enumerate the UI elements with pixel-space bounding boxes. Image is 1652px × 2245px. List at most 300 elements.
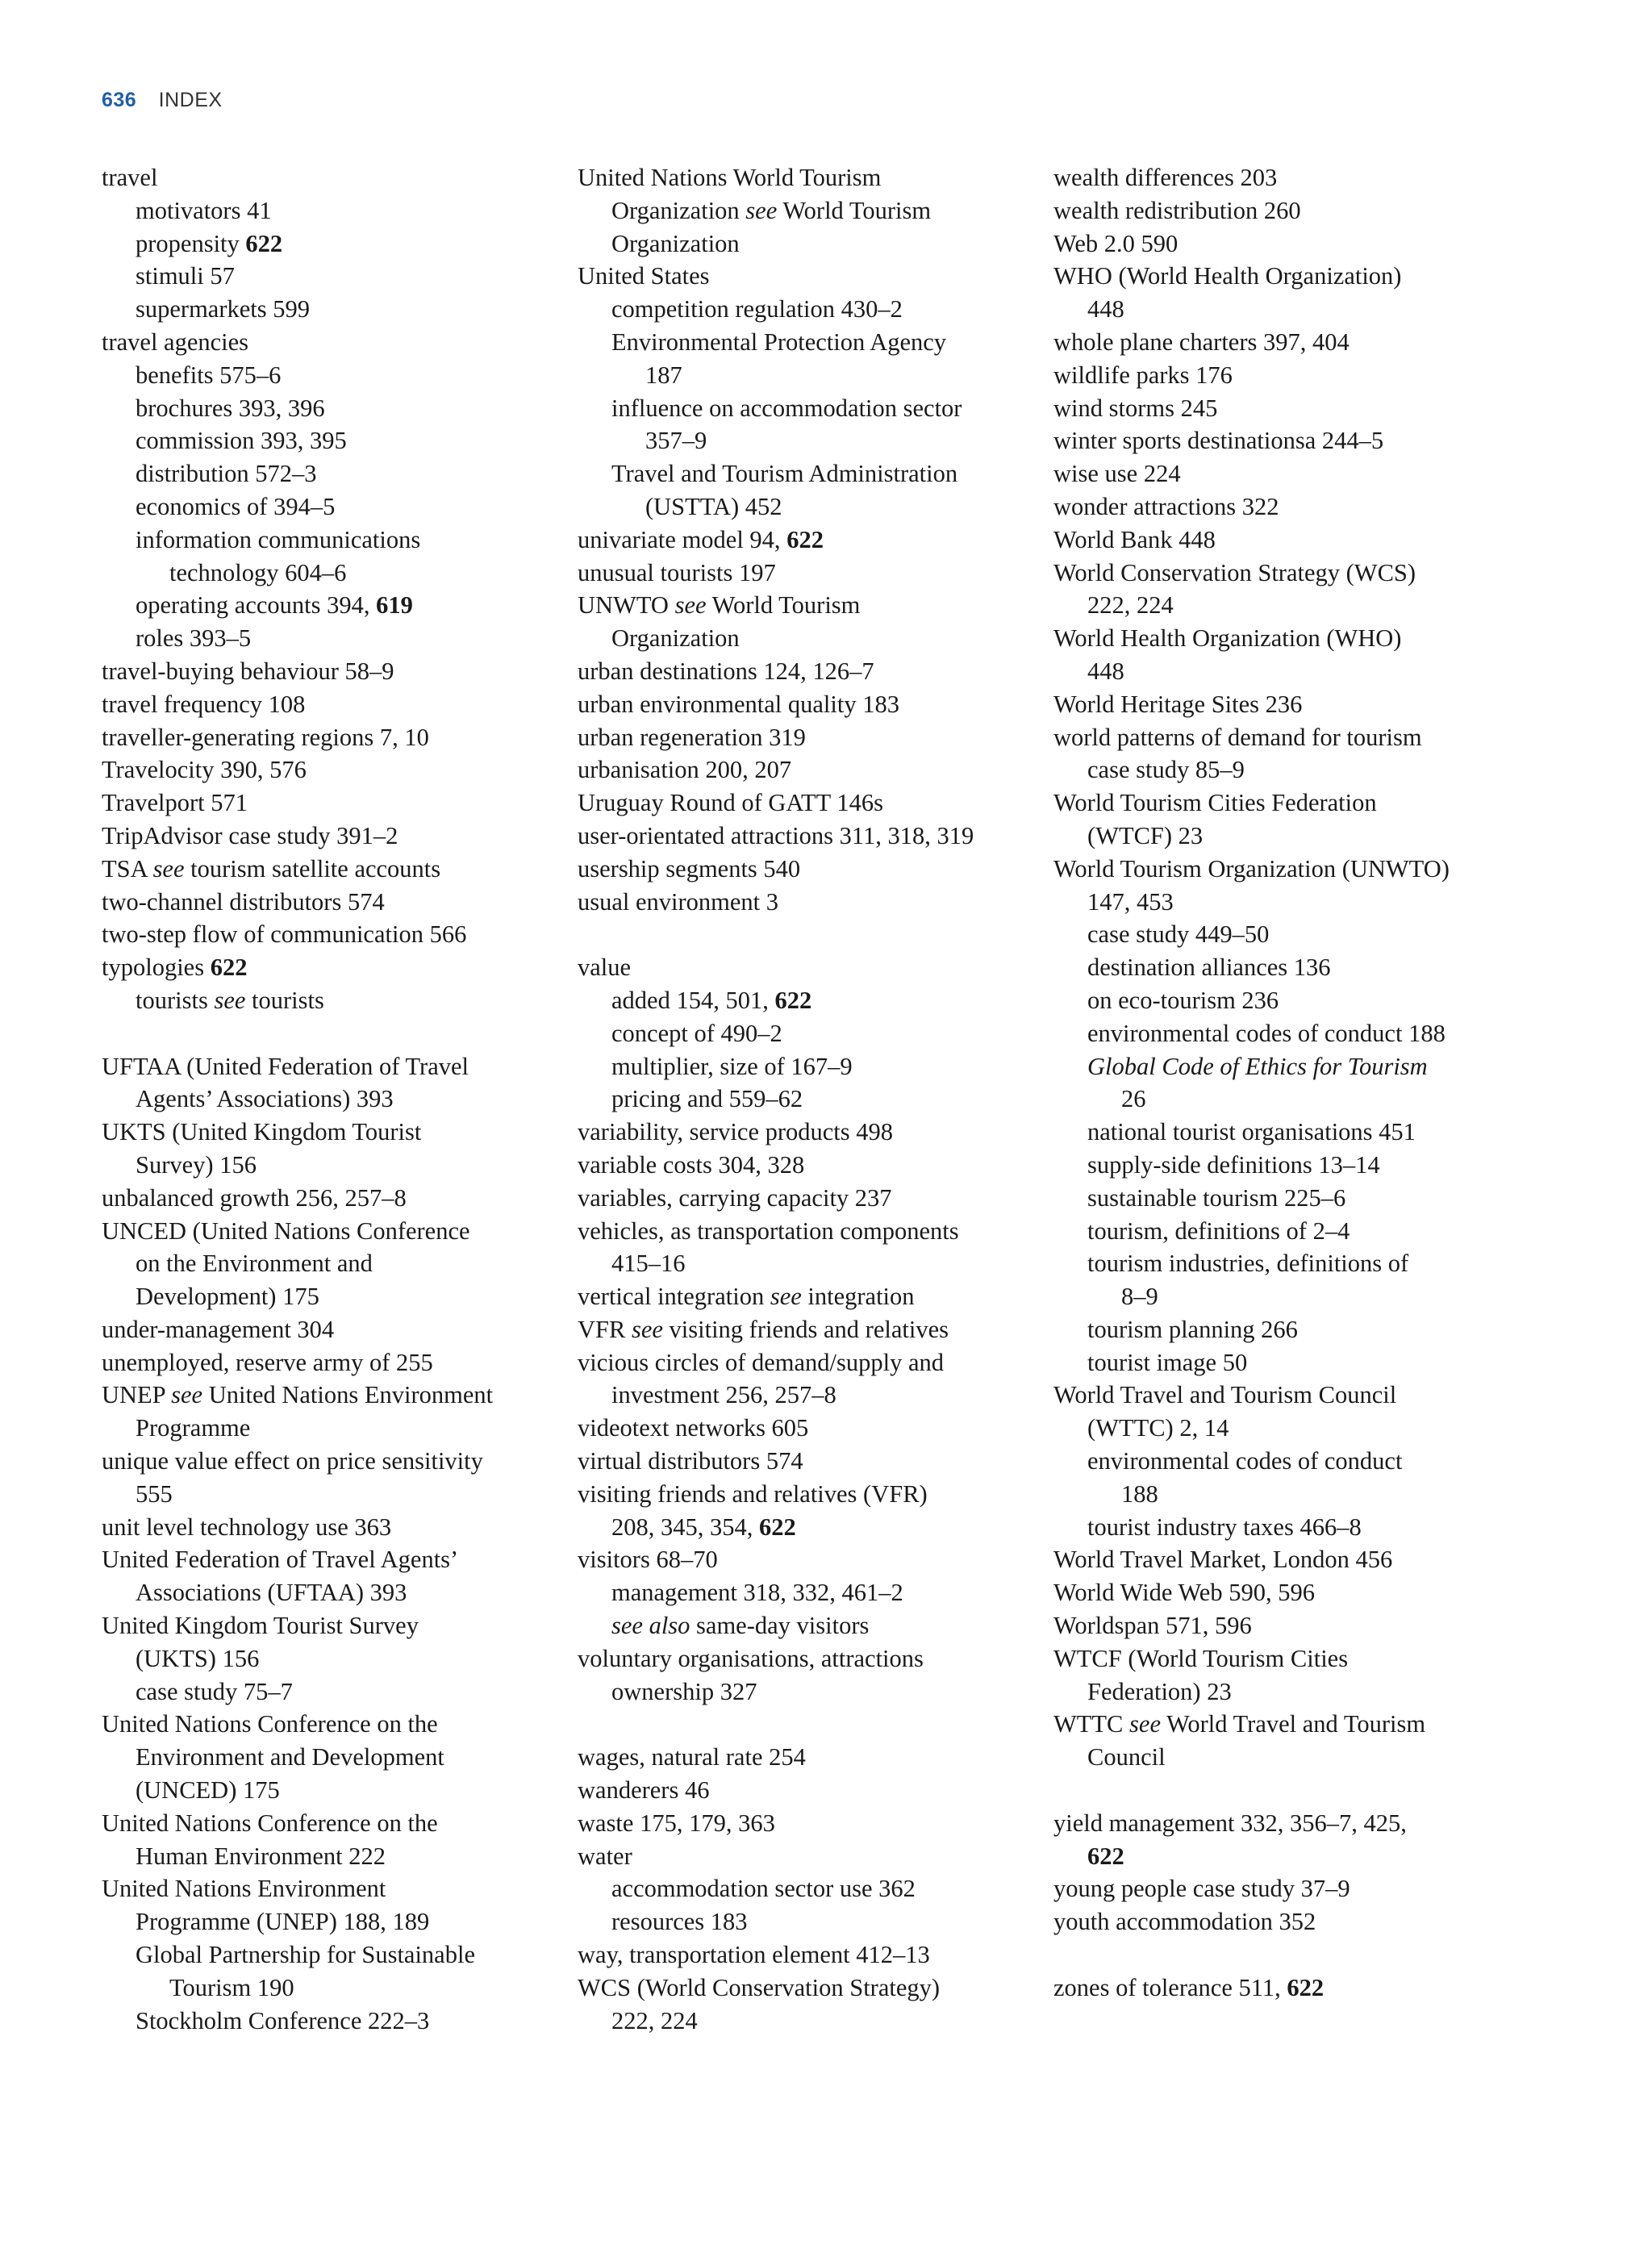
entry-text: wealth differences 203 — [1053, 164, 1278, 191]
entry-text: (USTTA) 452 — [645, 492, 782, 520]
index-subentry — [578, 392, 1029, 425]
index-entry — [102, 1346, 553, 1379]
entry-text: TSA — [102, 854, 153, 883]
entry-text: UFTAA (United Federation of Travel — [102, 1052, 469, 1080]
entry-text: same-day visitors — [690, 1612, 870, 1640]
entry-text: young people case study 37–9 — [1053, 1875, 1350, 1903]
entry-text: urbanisation 200, 207 — [578, 756, 792, 784]
entry-text: tourists — [245, 986, 324, 1014]
index-entry — [102, 1543, 553, 1576]
index-entry-continuation — [102, 1905, 553, 1938]
entry-text: commission 393, 395 — [136, 427, 347, 455]
index-subentry — [102, 424, 553, 457]
index-entry — [1053, 1642, 1570, 1675]
entry-text: user-orientated attractions 311, 318, 319 — [578, 821, 974, 849]
index-entry — [578, 853, 1029, 886]
index-entry-continuation — [578, 227, 1029, 261]
index-entry — [578, 1346, 1029, 1379]
entry-text: unemployed, reserve army of 255 — [102, 1348, 433, 1376]
entry-text: influence on accommodation sector — [611, 394, 962, 422]
entry-text: 188 — [1121, 1479, 1158, 1508]
bold-page-ref: 622 — [210, 953, 248, 982]
index-entry — [1053, 524, 1570, 557]
entry-text: Global Partnership for Sustainable — [136, 1941, 475, 1969]
entry-text: WTTC — [1053, 1710, 1130, 1738]
entry-text: World Tourism — [706, 591, 861, 620]
entry-text: Development) 175 — [136, 1283, 319, 1311]
entry-text: concept of 490–2 — [611, 1019, 782, 1047]
index-entry — [102, 753, 553, 787]
index-subentry — [1053, 1313, 1570, 1346]
index-subentry — [102, 984, 553, 1017]
index-subentry — [578, 1609, 1029, 1642]
index-entry-continuation — [102, 1774, 553, 1807]
entry-text: Council — [1087, 1743, 1166, 1771]
entry-text: urban environmental quality 183 — [578, 690, 899, 718]
index-entry — [578, 1280, 1029, 1313]
index-entry — [1053, 787, 1570, 820]
index-entry — [1053, 424, 1570, 457]
index-entry-continuation — [1053, 655, 1570, 688]
index-subentry — [1053, 984, 1570, 1017]
index-entry — [578, 1215, 1029, 1248]
entry-text: tourist image 50 — [1087, 1348, 1248, 1376]
index-subentry — [102, 359, 553, 392]
index-entry — [578, 1445, 1029, 1478]
index-subentry — [578, 293, 1029, 326]
index-entry — [578, 1807, 1029, 1840]
index-entry — [1053, 260, 1570, 293]
entry-text: United Federation of Travel Agents’ — [102, 1546, 459, 1574]
index-entry-continuation — [102, 1412, 553, 1445]
italic-text: see — [631, 1315, 663, 1343]
index-entry — [578, 1741, 1029, 1774]
entry-text: economics of 394–5 — [136, 492, 336, 520]
index-entry-continuation — [578, 194, 1029, 227]
entry-text: World Tourism Organization (UNWTO) — [1053, 854, 1450, 883]
index-entry — [578, 1412, 1029, 1445]
index-entry — [578, 1149, 1029, 1182]
entry-text: roles 393–5 — [136, 624, 252, 653]
index-entry-continuation — [102, 1149, 553, 1182]
entry-text: (UNCED) 175 — [136, 1776, 280, 1805]
entry-text: Associations (UFTAA) 393 — [136, 1579, 407, 1607]
entry-text: world patterns of demand for tourism — [1053, 723, 1422, 751]
entry-text: added 154, 501, — [611, 986, 775, 1014]
index-entry — [102, 1182, 553, 1215]
entry-text: information communications — [136, 525, 421, 553]
index-entry — [578, 589, 1029, 622]
entry-text: Organization — [611, 624, 740, 653]
entry-text: 208, 345, 354, — [611, 1513, 759, 1541]
index-entry — [102, 853, 553, 886]
index-entry-continuation — [102, 1478, 553, 1511]
index-entry-continuation — [578, 359, 1029, 392]
index-column-2 — [578, 161, 1029, 2037]
italic-text: see also — [611, 1612, 690, 1640]
entry-text: supermarkets 599 — [136, 295, 310, 323]
entry-text: case study 449–50 — [1087, 920, 1270, 949]
entry-text: unbalanced growth 256, 257–8 — [102, 1183, 407, 1212]
entry-text: World Wide Web 590, 596 — [1053, 1579, 1315, 1607]
index-entry — [578, 1972, 1029, 2005]
entry-text: UNWTO — [578, 591, 675, 620]
index-entry — [578, 688, 1029, 721]
index-entry — [102, 1050, 553, 1083]
entry-text: 147, 453 — [1087, 887, 1174, 916]
entry-text: Programme — [136, 1414, 251, 1442]
entry-text: two-step flow of communication 566 — [102, 920, 467, 949]
index-entry-continuation — [102, 1247, 553, 1280]
entry-text: 8–9 — [1121, 1283, 1158, 1311]
entry-text: investment 256, 257–8 — [611, 1381, 836, 1409]
bold-page-ref: 622 — [774, 986, 812, 1014]
bold-page-ref: 622 — [1287, 1973, 1325, 2001]
entry-text: multiplier, size of 167–9 — [611, 1052, 853, 1080]
entry-text: Travelocity 390, 576 — [102, 756, 307, 784]
entry-text: travel-buying behaviour 58–9 — [102, 657, 394, 685]
bold-page-ref: 622 — [786, 525, 824, 553]
entry-text: zones of tolerance 511, — [1053, 1973, 1287, 2001]
entry-text: wealth redistribution 260 — [1053, 196, 1301, 224]
entry-text: case study 85–9 — [1087, 756, 1245, 784]
index-entry — [1053, 721, 1570, 754]
entry-text: World Bank 448 — [1053, 525, 1216, 553]
index-entry — [1053, 392, 1570, 425]
entry-text: whole plane charters 397, 404 — [1053, 328, 1350, 356]
entry-text: on eco-tourism 236 — [1087, 986, 1279, 1014]
entry-text: accommodation sector use 362 — [611, 1875, 916, 1903]
entry-text: visiting friends and relatives (VFR) — [578, 1479, 928, 1508]
index-entry-continuation — [578, 1247, 1029, 1280]
index-subentry — [1053, 1083, 1570, 1116]
index-entry — [102, 1215, 553, 1248]
entry-text: wonder attractions 322 — [1053, 492, 1279, 520]
entry-text: ownership 327 — [611, 1677, 757, 1705]
index-spacer — [578, 1708, 1029, 1741]
entry-text: management 318, 332, 461–2 — [611, 1579, 903, 1607]
entry-text: vicious circles of demand/supply and — [578, 1348, 945, 1376]
index-subentry — [102, 490, 553, 524]
entry-text: wildlife parks 176 — [1053, 361, 1233, 389]
index-entry-continuation — [1053, 1741, 1570, 1774]
index-entry-continuation — [1053, 753, 1570, 787]
entry-text: 555 — [136, 1479, 173, 1508]
index-subentry — [578, 457, 1029, 490]
index-entry-continuation — [578, 1675, 1029, 1709]
index-entry — [578, 721, 1029, 754]
entry-text: under-management 304 — [102, 1315, 335, 1343]
entry-text: tourism industries, definitions of — [1087, 1250, 1409, 1278]
entry-text: yield management 332, 356–7, 425, — [1053, 1809, 1407, 1837]
entry-text: UNCED (United Nations Conference — [102, 1216, 470, 1245]
index-entry-continuation — [578, 1379, 1029, 1412]
page-header — [102, 89, 223, 112]
index-entry — [578, 1938, 1029, 1972]
entry-text: (WTTC) 2, 14 — [1087, 1414, 1229, 1442]
entry-text: variable costs 304, 328 — [578, 1150, 805, 1179]
entry-text: United Nations Environment — [202, 1381, 494, 1409]
index-entry — [578, 1478, 1029, 1511]
entry-text: United Nations Conference on the — [102, 1710, 438, 1738]
index-subentry — [1053, 1280, 1570, 1313]
index-entry-continuation — [102, 1280, 553, 1313]
entry-text: 448 — [1087, 657, 1124, 685]
entry-text: WCS (World Conservation Strategy) — [578, 1973, 941, 2001]
index-entry — [578, 260, 1029, 293]
entry-text: United Kingdom Tourist Survey — [102, 1612, 419, 1640]
index-subentry — [102, 524, 553, 557]
index-subentry — [102, 622, 553, 655]
entry-text: wanderers 46 — [578, 1776, 710, 1805]
index-entry — [1053, 227, 1570, 261]
entry-text: Tourism 190 — [169, 1973, 294, 2001]
entry-text: winter sports destinationsa 244–5 — [1053, 427, 1384, 455]
index-entry — [102, 820, 553, 853]
index-subentry — [1053, 1182, 1570, 1215]
entry-text: Programme (UNEP) 188, 189 — [136, 1908, 430, 1936]
entry-text: WTCF (World Tourism Cities — [1053, 1644, 1349, 1672]
index-subentry — [1053, 918, 1570, 951]
index-entry-continuation — [102, 1083, 553, 1116]
italic-text: see — [674, 591, 707, 620]
entry-text: way, transportation element 412–13 — [578, 1941, 930, 1969]
entry-text: distribution 572–3 — [136, 460, 317, 488]
index-entry — [102, 787, 553, 820]
entry-text: usual environment 3 — [578, 887, 779, 916]
index-entry — [102, 688, 553, 721]
index-entry — [1053, 1807, 1570, 1840]
entry-text: univariate model 94, — [578, 525, 787, 553]
index-spacer — [1053, 1774, 1570, 1807]
index-subentry — [102, 1972, 553, 2005]
index-entry — [578, 1840, 1029, 1873]
index-column-3 — [1053, 161, 1570, 2005]
index-entry — [1053, 1543, 1570, 1576]
entry-text: operating accounts 394, — [136, 591, 377, 620]
index-entry-continuation — [1053, 1675, 1570, 1709]
index-entry-continuation — [102, 1840, 553, 1873]
index-entry — [102, 1708, 553, 1741]
index-subentry — [1053, 1149, 1570, 1182]
index-entry — [578, 1182, 1029, 1215]
entry-text: variability, service products 498 — [578, 1118, 894, 1146]
entry-text: Survey) 156 — [136, 1150, 257, 1179]
index-entry-continuation — [102, 1576, 553, 1609]
entry-text: (UKTS) 156 — [136, 1644, 260, 1672]
entry-text: urban regeneration 319 — [578, 723, 806, 751]
entry-text: unique value effect on price sensitivity — [102, 1447, 483, 1475]
entry-text: supply-side definitions 13–14 — [1087, 1150, 1380, 1179]
index-subentry — [1053, 1445, 1570, 1478]
entry-text: videotext networks 605 — [578, 1414, 809, 1442]
index-subentry — [1053, 1017, 1570, 1050]
index-entry-continuation — [578, 622, 1029, 655]
entry-text: visitors 68–70 — [578, 1546, 718, 1574]
index-entry — [102, 1609, 553, 1642]
index-entry — [1053, 688, 1570, 721]
index-entry — [1053, 622, 1570, 655]
entry-text: variables, carrying capacity 237 — [578, 1183, 892, 1212]
index-entry — [578, 1543, 1029, 1576]
entry-text: Uruguay Round of GATT 146s — [578, 789, 883, 817]
entry-text: Agents’ Associations) 393 — [136, 1085, 394, 1113]
entry-text: 222, 224 — [611, 2006, 698, 2034]
entry-text: 415–16 — [611, 1250, 686, 1278]
entry-text: 187 — [645, 361, 682, 389]
entry-text: 448 — [1087, 295, 1124, 323]
entry-text: travel agencies — [102, 328, 249, 356]
entry-text: Stockholm Conference 222–3 — [136, 2006, 430, 2034]
index-entry — [1053, 1972, 1570, 2005]
index-subentry — [578, 1017, 1029, 1050]
index-subentry — [1053, 1478, 1570, 1511]
entry-text: on the Environment and — [136, 1250, 373, 1278]
index-subentry — [578, 1905, 1029, 1938]
index-entry — [578, 787, 1029, 820]
entry-text: United Nations Environment — [102, 1875, 386, 1903]
index-subentry — [102, 457, 553, 490]
index-entry — [578, 1642, 1029, 1675]
index-subentry — [578, 326, 1029, 359]
entry-text: travel frequency 108 — [102, 690, 306, 718]
index-entry — [102, 721, 553, 754]
index-entry — [578, 1116, 1029, 1149]
entry-text: typologies — [102, 953, 211, 982]
entry-text: Worldspan 571, 596 — [1053, 1612, 1252, 1640]
entry-text: stimuli 57 — [136, 262, 235, 290]
entry-text: two-channel distributors 574 — [102, 887, 385, 916]
entry-text: competition regulation 430–2 — [611, 295, 903, 323]
page-number: 636 — [102, 89, 137, 111]
entry-text: Travelport 571 — [102, 789, 248, 817]
entry-text: national tourist organisations 451 — [1087, 1118, 1416, 1146]
index-entry — [102, 1807, 553, 1840]
entry-text: 26 — [1121, 1085, 1146, 1113]
index-subentry — [578, 984, 1029, 1017]
entry-text: propensity — [136, 229, 246, 257]
index-entry-continuation — [1053, 1840, 1570, 1873]
index-subentry — [578, 1872, 1029, 1905]
index-entry — [1053, 1576, 1570, 1609]
entry-text: World Travel and Tourism — [1160, 1710, 1426, 1738]
bold-page-ref: 619 — [376, 591, 413, 620]
entry-text: virtual distributors 574 — [578, 1447, 803, 1475]
entry-text: value — [578, 953, 632, 982]
index-subentry — [1053, 951, 1570, 984]
index-entry — [578, 951, 1029, 984]
entry-text: urban destinations 124, 126–7 — [578, 657, 874, 685]
entry-text: Web 2.0 590 — [1053, 229, 1179, 257]
index-subentry — [102, 260, 553, 293]
entry-text: tourism, definitions of 2–4 — [1087, 1216, 1350, 1245]
index-subentry — [578, 1576, 1029, 1609]
index-subentry — [578, 1050, 1029, 1083]
entry-text: Organization — [611, 229, 740, 257]
index-column-1 — [102, 161, 553, 2037]
entry-text: United States — [578, 262, 710, 290]
index-subentry — [1053, 1050, 1570, 1083]
index-entry — [102, 886, 553, 919]
index-entry-continuation — [1053, 589, 1570, 622]
entry-text: brochures 393, 396 — [136, 394, 325, 422]
index-subentry — [102, 293, 553, 326]
entry-text: motivators 41 — [136, 196, 272, 224]
index-entry — [1053, 1708, 1570, 1741]
index-entry — [102, 1872, 553, 1905]
index-entry-continuation — [578, 2005, 1029, 2038]
index-entry — [578, 557, 1029, 590]
entry-text: pricing and 559–62 — [611, 1085, 803, 1113]
entry-text: World Tourism Cities Federation — [1053, 789, 1377, 817]
index-entry — [1053, 457, 1570, 490]
italic-text: see — [214, 986, 246, 1014]
entry-text: World Tourism — [777, 196, 932, 224]
index-entry-continuation — [1053, 1412, 1570, 1445]
entry-text: case study 75–7 — [136, 1677, 293, 1705]
entry-text: usership segments 540 — [578, 854, 801, 883]
entry-text: World Health Organization (WHO) — [1053, 624, 1402, 653]
entry-text: wise use 224 — [1053, 460, 1181, 488]
entry-text: voluntary organisations, attractions — [578, 1644, 924, 1672]
entry-text: Human Environment 222 — [136, 1842, 386, 1870]
entry-text: 357–9 — [645, 427, 707, 455]
entry-text: Travel and Tourism Administration — [611, 460, 958, 488]
index-entry — [102, 951, 553, 984]
entry-text: travel — [102, 164, 158, 191]
entry-text: World Heritage Sites 236 — [1053, 690, 1303, 718]
index-entry — [1053, 1609, 1570, 1642]
entry-text: vehicles, as transportation components — [578, 1216, 959, 1245]
index-spacer — [1053, 1938, 1570, 1972]
index-entry — [102, 1445, 553, 1478]
index-spacer — [578, 918, 1029, 951]
index-entry-continuation — [102, 1741, 553, 1774]
entry-text: wages, natural rate 254 — [578, 1743, 806, 1771]
entry-text: tourists — [136, 986, 215, 1014]
entry-text: environmental codes of conduct 188 — [1087, 1019, 1446, 1047]
bold-page-ref: 622 — [245, 229, 283, 257]
entry-text: World Conservation Strategy (WCS) — [1053, 558, 1416, 586]
index-subentry — [102, 392, 553, 425]
index-entry — [102, 655, 553, 688]
entry-text: tourism planning 266 — [1087, 1315, 1298, 1343]
entry-text: waste 175, 179, 363 — [578, 1809, 775, 1837]
entry-text: UKTS (United Kingdom Tourist — [102, 1118, 422, 1146]
entry-text: resources 183 — [611, 1908, 748, 1936]
italic-text: see — [152, 854, 185, 883]
index-subentry — [102, 194, 553, 227]
index-entry — [578, 1313, 1029, 1346]
index-entry-continuation — [1053, 820, 1570, 853]
section-title: INDEX — [158, 89, 223, 111]
entry-text: wind storms 245 — [1053, 394, 1218, 422]
index-entry-continuation — [578, 424, 1029, 457]
index-entry — [578, 886, 1029, 919]
index-entry — [1053, 194, 1570, 227]
entry-text: Environmental Protection Agency — [611, 328, 947, 356]
index-entry — [1053, 359, 1570, 392]
index-entry — [102, 1313, 553, 1346]
index-entry — [102, 161, 553, 194]
entry-text: World Travel and Tourism Council — [1053, 1381, 1397, 1409]
index-entry — [578, 655, 1029, 688]
entry-text: youth accommodation 352 — [1053, 1908, 1316, 1936]
entry-text: integration — [801, 1283, 915, 1311]
index-subentry — [578, 1083, 1029, 1116]
entry-text: United Nations World Tourism — [578, 164, 882, 191]
entry-text: traveller-generating regions 7, 10 — [102, 723, 429, 751]
